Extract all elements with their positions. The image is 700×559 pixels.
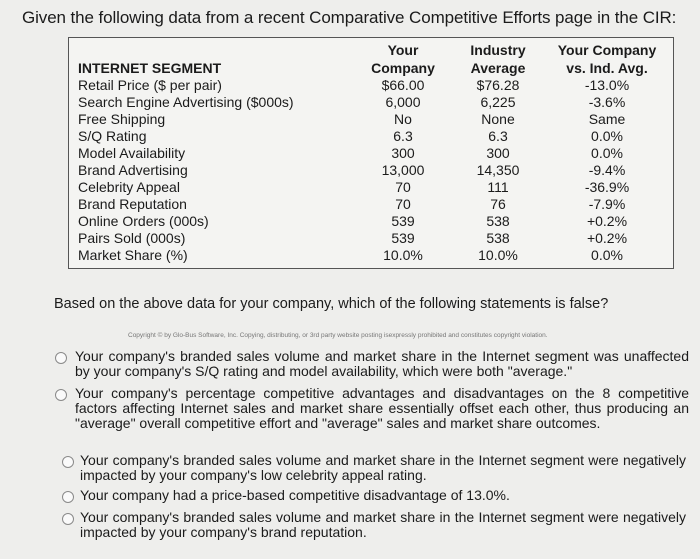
header-vs-line2: vs. Ind. Avg. (566, 60, 648, 76)
option-radio-1[interactable] (55, 352, 67, 364)
data-table-box (68, 37, 674, 269)
cell-vs-ind-avg: -36.9% (584, 179, 630, 195)
cell-your-company: $66.00 (381, 77, 425, 93)
cell-vs-ind-avg: -9.4% (588, 162, 626, 178)
header-your-company-line2: Company (371, 60, 435, 76)
cell-industry-average: 6,225 (480, 94, 516, 110)
cell-your-company: 539 (391, 213, 415, 229)
cell-vs-ind-avg: -13.0% (584, 77, 630, 93)
cell-your-company: No (394, 111, 412, 127)
row-label: Retail Price ($ per pair) (78, 77, 222, 93)
cell-your-company: 70 (395, 196, 411, 212)
competitive-efforts-table (78, 41, 670, 264)
cell-your-company: 539 (391, 230, 415, 246)
cell-your-company: 10.0% (383, 247, 423, 263)
header-industry-line1: Industry (470, 42, 526, 58)
cell-industry-average: 538 (486, 213, 510, 229)
page-title: Given the following data from a recent Comparative Competitive Efforts page in the CIR: (22, 8, 677, 27)
row-label: Online Orders (000s) (78, 213, 209, 229)
table-row (78, 196, 670, 213)
cell-your-company: 6.3 (393, 128, 413, 144)
cell-industry-average: 538 (486, 230, 510, 246)
row-label: Celebrity Appeal (78, 179, 180, 195)
cell-vs-ind-avg: -3.6% (588, 94, 626, 110)
cell-industry-average: 14,350 (476, 162, 520, 178)
question-text: Based on the above data for your company, which of the following statements is false? (54, 296, 609, 312)
cell-industry-average: 76 (490, 196, 506, 212)
cell-industry-average: None (481, 111, 515, 127)
table-row (78, 94, 670, 111)
cell-industry-average: 6.3 (488, 128, 508, 144)
table-row (78, 128, 670, 145)
row-label: Brand Advertising (78, 162, 188, 178)
header-industry-average (452, 41, 544, 77)
cell-your-company: 70 (395, 179, 411, 195)
table-row (78, 162, 670, 179)
table-row (78, 111, 670, 128)
cell-vs-ind-avg: +0.2% (586, 213, 628, 229)
table-row (78, 179, 670, 196)
cell-vs-ind-avg: 0.0% (591, 145, 623, 161)
cell-vs-ind-avg: 0.0% (591, 247, 623, 263)
table-row (78, 247, 670, 264)
option-radio-2[interactable] (55, 389, 67, 401)
option-label-4[interactable]: Your company had a price-based competitive disadvantage of 13.0%. (80, 487, 510, 503)
cell-industry-average: 10.0% (478, 247, 518, 263)
cell-your-company: 6,000 (385, 94, 421, 110)
row-label: Free Shipping (78, 111, 166, 127)
table-header-row (78, 41, 670, 77)
header-your-company (354, 41, 452, 77)
cell-industry-average: 111 (487, 179, 509, 195)
header-vs-ind-avg (544, 41, 670, 77)
option-label-5[interactable]: Your company's branded sales volume and market share in the Internet segment were negatively impacted by your company's brand reputation. (80, 509, 686, 540)
cell-industry-average: $76.28 (476, 77, 520, 93)
row-label: S/Q Rating (78, 128, 147, 144)
row-label: Brand Reputation (78, 196, 187, 212)
header-your-company-line1: Your (387, 42, 419, 58)
option-label-2[interactable]: Your company's percentage competitive advantages and disadvantages on the 8 competitive factors affecting Internet sales and market share essentially offset each other, thus producing an "average" overall competitive effort and "average" sales and market share outcomes. (75, 385, 689, 431)
option-radio-5[interactable] (62, 513, 74, 525)
cell-your-company: 300 (391, 145, 415, 161)
option-radio-3[interactable] (62, 456, 74, 468)
table-row (78, 230, 670, 247)
cell-vs-ind-avg: +0.2% (586, 230, 628, 246)
option-label-3[interactable]: Your company's branded sales volume and market share in the Internet segment were negatively impacted by your company's low celebrity appeal rating. (80, 452, 686, 483)
cell-vs-ind-avg: Same (588, 111, 626, 127)
table-row (78, 77, 670, 94)
header-vs-line1: Your Company (557, 42, 657, 58)
row-label: Market Share (%) (78, 247, 188, 263)
row-label: Search Engine Advertising ($000s) (78, 94, 294, 110)
header-industry-line2: Average (470, 60, 526, 76)
cell-vs-ind-avg: 0.0% (591, 128, 623, 144)
option-label-1[interactable]: Your company's branded sales volume and market share in the Internet segment was unaffected by your company's S/Q rating and model availability, which were both "average." (75, 348, 689, 379)
table-row (78, 145, 670, 162)
copyright-notice: Copyright © by Glo-Bus Software, Inc. Copying, distributing, or 3rd party website posting isexpressly prohibited and constitutes copyright violation. (128, 332, 548, 339)
table-row (78, 213, 670, 230)
cell-your-company: 13,000 (381, 162, 425, 178)
header-segment: INTERNET SEGMENT (78, 60, 222, 76)
cell-industry-average: 300 (486, 145, 510, 161)
row-label: Model Availability (78, 145, 186, 161)
row-label: Pairs Sold (000s) (78, 230, 186, 246)
option-radio-4[interactable] (62, 491, 74, 503)
cell-vs-ind-avg: -7.9% (588, 196, 626, 212)
